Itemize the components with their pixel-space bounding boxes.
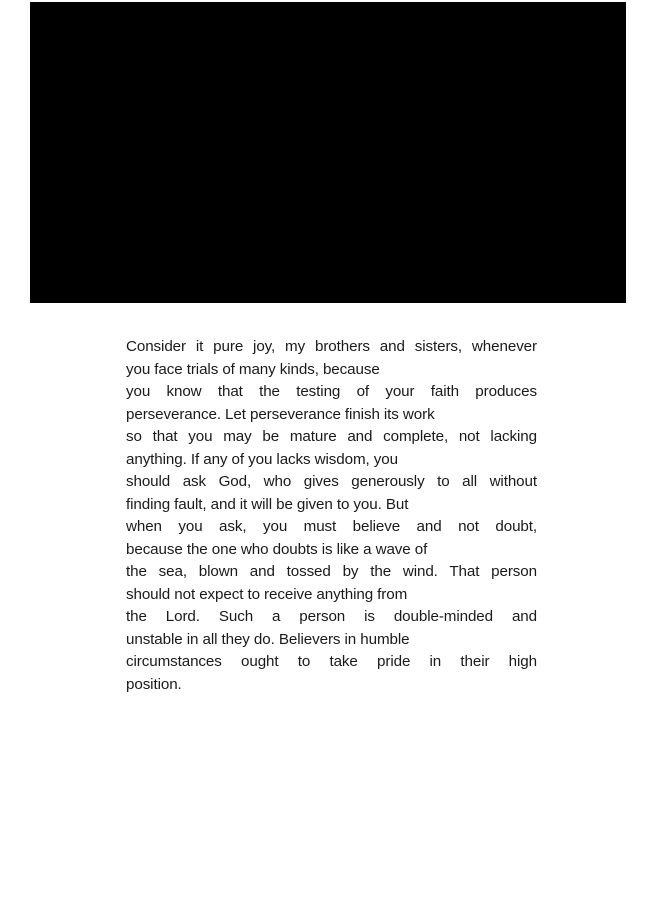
text-line: you face trials of many kinds, because xyxy=(126,360,380,378)
text-line: so that you may be mature and complete, not lacking xyxy=(126,428,537,445)
text-line: position. xyxy=(126,675,182,693)
body-text xyxy=(126,336,537,696)
text-line: you know that the testing of your faith produces xyxy=(126,383,537,400)
text-line: perseverance. Let perseverance finish its work xyxy=(126,405,435,423)
text-line: should not expect to receive anything from xyxy=(126,585,408,603)
text-line: the sea, blown and tossed by the wind. That person xyxy=(126,563,537,580)
text-line: because the one who doubts is like a wave of xyxy=(126,540,428,558)
text-line: anything. If any of you lacks wisdom, you xyxy=(126,450,398,468)
text-line: finding fault, and it will be given to you. But xyxy=(126,495,409,513)
text-line: circumstances ought to take pride in their high xyxy=(126,653,537,670)
text-line: when you ask, you must believe and not doubt, xyxy=(126,518,537,535)
text-line: Consider it pure joy, my brothers and sisters, whenever xyxy=(126,338,537,355)
black-image-block xyxy=(30,2,626,303)
text-line: should ask God, who gives generously to all without xyxy=(126,473,537,490)
text-line: unstable in all they do. Believers in humble xyxy=(126,630,410,648)
text-line: the Lord. Such a person is double-minded and xyxy=(126,608,537,625)
